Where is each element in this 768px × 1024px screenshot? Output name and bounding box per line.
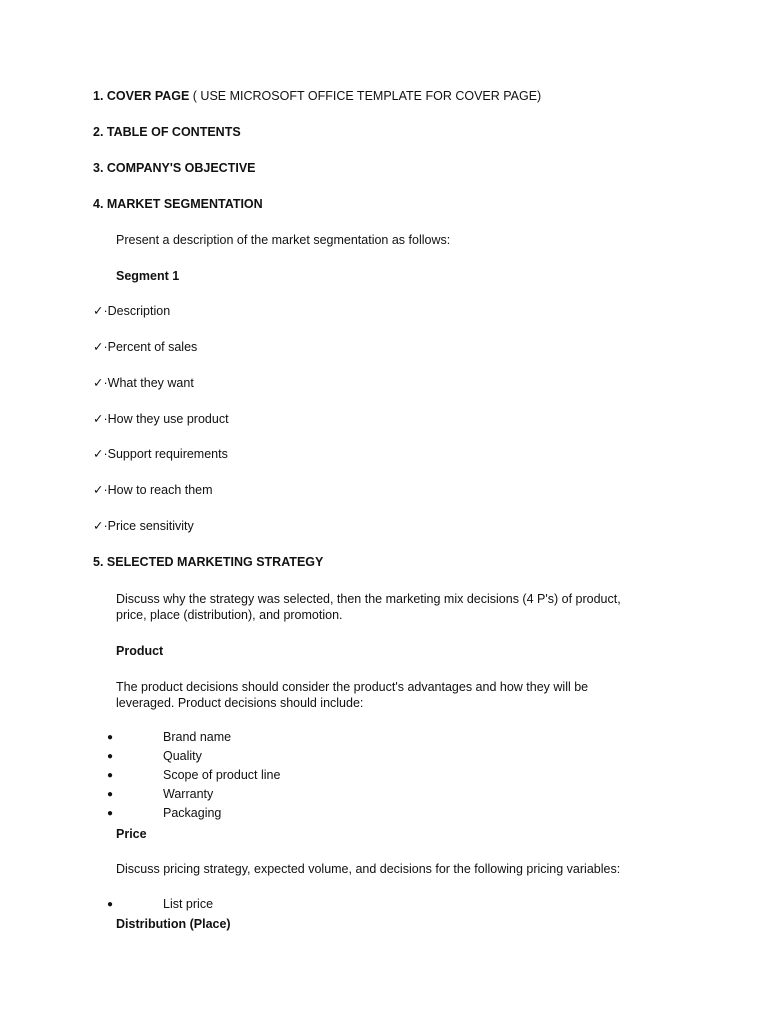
list-item: Packaging (163, 806, 222, 820)
product-title: Product (116, 644, 164, 658)
heading-cover-page-note: ( USE MICROSOFT OFFICE TEMPLATE FOR COVER PAGE) (189, 89, 542, 103)
heading-company-objective: 3. COMPANY'S OBJECTIVE (93, 161, 256, 175)
list-item: Warranty (163, 787, 214, 801)
heading-market-segmentation: 4. MARKET SEGMENTATION (93, 197, 263, 211)
segment-item: ✓·How to reach them (93, 483, 213, 497)
heading-selected-marketing-strategy: 5. SELECTED MARKETING STRATEGY (93, 555, 324, 569)
checkmark-icon: ✓· (93, 304, 108, 318)
heading-table-of-contents: 2. TABLE OF CONTENTS (93, 125, 241, 139)
strategy-paragraph: Discuss why the strategy was selected, then the marketing mix decisions (4 P's) of product, price, place (distribution), and promotion. (116, 592, 621, 622)
segment-item: ✓·Support requirements (93, 447, 228, 461)
bullet-icon: ● (107, 789, 114, 800)
list-item: Scope of product line (163, 768, 281, 782)
segment-item: ✓·What they want (93, 376, 194, 390)
segmentation-intro: Present a description of the market segmentation as follows: (116, 233, 451, 247)
price-paragraph: Discuss pricing strategy, expected volume, and decisions for the following pricing variables: (116, 862, 621, 876)
heading-cover-page (93, 88, 541, 104)
checkmark-icon: ✓· (93, 483, 108, 497)
segment-item: ✓·How they use product (93, 412, 229, 426)
bullet-icon: ● (107, 899, 114, 910)
heading-cover-page-label: 1. COVER PAGE (93, 89, 190, 103)
segment-item: ✓·Description (93, 304, 171, 318)
bullet-icon: ● (107, 732, 114, 743)
segment-title: Segment 1 (116, 269, 180, 283)
distribution-title: Distribution (Place) (116, 917, 231, 931)
segment-item: ✓·Price sensitivity (93, 519, 194, 533)
checkmark-icon: ✓· (93, 376, 108, 390)
checkmark-icon: ✓· (93, 412, 108, 426)
bullet-icon: ● (107, 808, 114, 819)
checkmark-icon: ✓· (93, 519, 108, 533)
price-title: Price (116, 827, 147, 841)
segment-item: ✓·Percent of sales (93, 340, 198, 354)
list-item: List price (163, 897, 214, 911)
checkmark-icon: ✓· (93, 340, 108, 354)
bullet-icon: ● (107, 770, 114, 781)
bullet-icon: ● (107, 751, 114, 762)
list-item: Brand name (163, 730, 232, 744)
product-paragraph: The product decisions should consider the product's advantages and how they will be leveraged. Product decisions should include: (116, 680, 589, 710)
list-item: Quality (163, 749, 202, 763)
checkmark-icon: ✓· (93, 447, 108, 461)
